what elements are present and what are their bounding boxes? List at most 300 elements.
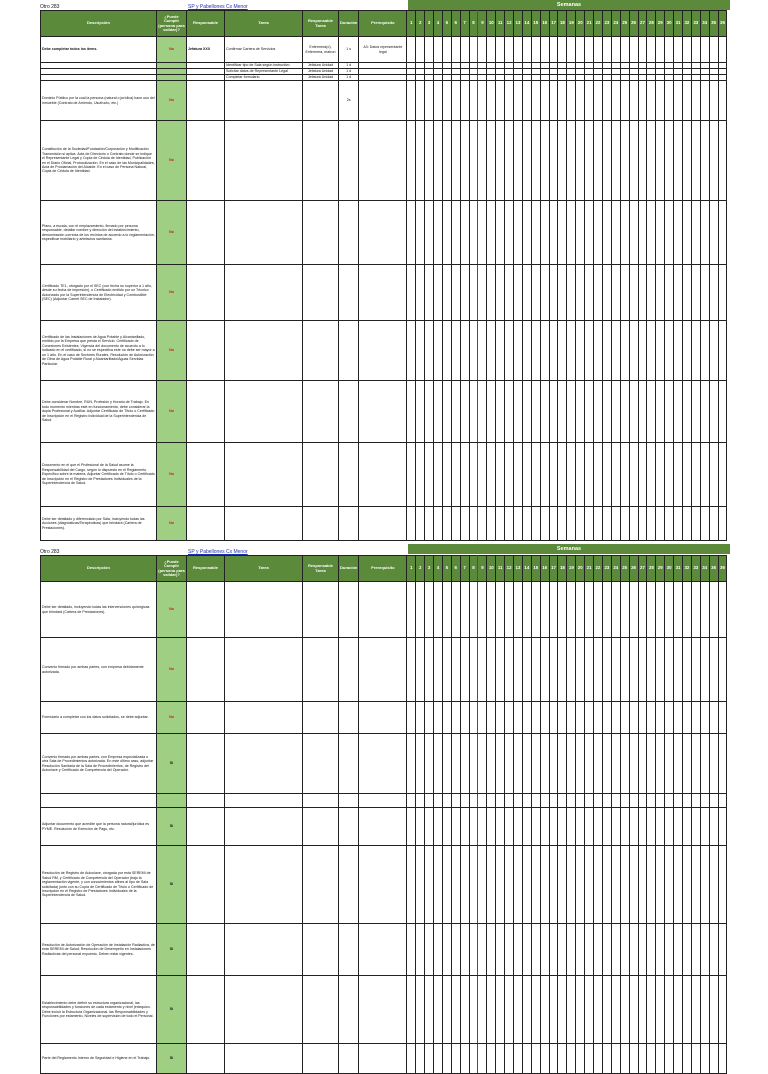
- week-cell[interactable]: [602, 976, 611, 1044]
- week-cell[interactable]: [638, 638, 647, 702]
- week-cell[interactable]: [567, 443, 576, 507]
- week-cell[interactable]: [460, 121, 469, 201]
- week-cell[interactable]: [709, 201, 718, 265]
- week-cell[interactable]: [629, 381, 638, 443]
- week-cell[interactable]: [638, 976, 647, 1044]
- week-cell[interactable]: [442, 582, 451, 638]
- week-cell[interactable]: [514, 734, 523, 794]
- week-cell[interactable]: [682, 702, 691, 734]
- week-cell[interactable]: [576, 582, 585, 638]
- week-cell[interactable]: [576, 808, 585, 846]
- week-cell[interactable]: [407, 121, 416, 201]
- project-link-page-2[interactable]: SP y Pabellones Cx Menor: [188, 549, 248, 555]
- week-cell[interactable]: [478, 846, 487, 924]
- week-cell[interactable]: [620, 37, 629, 63]
- week-cell[interactable]: [585, 443, 594, 507]
- can-comply-cell[interactable]: Si: [157, 1044, 187, 1074]
- week-cell[interactable]: [407, 794, 416, 808]
- week-cell[interactable]: [531, 734, 540, 794]
- week-cell[interactable]: [567, 81, 576, 121]
- week-cell[interactable]: [700, 976, 709, 1044]
- prerequisite-cell[interactable]: [359, 121, 407, 201]
- week-cell[interactable]: [531, 582, 540, 638]
- week-cell[interactable]: [496, 81, 505, 121]
- week-cell[interactable]: [478, 321, 487, 381]
- week-cell[interactable]: [691, 638, 700, 702]
- task-responsible-cell[interactable]: [303, 321, 339, 381]
- week-cell[interactable]: [478, 1044, 487, 1074]
- task-cell[interactable]: [225, 81, 303, 121]
- week-cell[interactable]: [407, 443, 416, 507]
- week-cell[interactable]: [691, 924, 700, 976]
- week-cell[interactable]: [674, 201, 683, 265]
- week-cell[interactable]: [531, 201, 540, 265]
- week-cell[interactable]: [585, 702, 594, 734]
- week-cell[interactable]: [434, 734, 443, 794]
- week-cell[interactable]: [629, 37, 638, 63]
- week-cell[interactable]: [611, 321, 620, 381]
- week-cell[interactable]: [682, 582, 691, 638]
- week-cell[interactable]: [558, 121, 567, 201]
- week-cell[interactable]: [620, 702, 629, 734]
- responsible-cell[interactable]: [187, 976, 225, 1044]
- week-cell[interactable]: [451, 808, 460, 846]
- week-cell[interactable]: [522, 846, 531, 924]
- week-cell[interactable]: [558, 582, 567, 638]
- week-cell[interactable]: [531, 794, 540, 808]
- prerequisite-cell[interactable]: [359, 808, 407, 846]
- week-cell[interactable]: [638, 201, 647, 265]
- week-cell[interactable]: [460, 808, 469, 846]
- week-cell[interactable]: [469, 734, 478, 794]
- week-cell[interactable]: [576, 1044, 585, 1074]
- week-cell[interactable]: [558, 808, 567, 846]
- task-cell[interactable]: [225, 121, 303, 201]
- week-cell[interactable]: [487, 507, 496, 541]
- week-cell[interactable]: [469, 443, 478, 507]
- week-cell[interactable]: [416, 265, 425, 321]
- week-cell[interactable]: [505, 507, 514, 541]
- week-cell[interactable]: [700, 702, 709, 734]
- week-cell[interactable]: [576, 265, 585, 321]
- week-cell[interactable]: [647, 507, 656, 541]
- can-comply-cell[interactable]: Si: [157, 808, 187, 846]
- week-cell[interactable]: [460, 37, 469, 63]
- week-cell[interactable]: [460, 582, 469, 638]
- week-cell[interactable]: [611, 265, 620, 321]
- week-cell[interactable]: [549, 734, 558, 794]
- week-cell[interactable]: [602, 81, 611, 121]
- week-cell[interactable]: [496, 507, 505, 541]
- week-cell[interactable]: [425, 976, 434, 1044]
- week-cell[interactable]: [567, 507, 576, 541]
- week-cell[interactable]: [434, 638, 443, 702]
- week-cell[interactable]: [674, 702, 683, 734]
- week-cell[interactable]: [629, 507, 638, 541]
- responsible-cell[interactable]: [187, 924, 225, 976]
- week-cell[interactable]: [505, 381, 514, 443]
- week-cell[interactable]: [709, 846, 718, 924]
- prerequisite-cell[interactable]: [359, 321, 407, 381]
- prerequisite-cell[interactable]: [359, 81, 407, 121]
- week-cell[interactable]: [594, 794, 603, 808]
- week-cell[interactable]: [496, 808, 505, 846]
- can-comply-cell[interactable]: No: [157, 638, 187, 702]
- week-cell[interactable]: [656, 37, 665, 63]
- week-cell[interactable]: [514, 808, 523, 846]
- week-cell[interactable]: [647, 924, 656, 976]
- week-cell[interactable]: [718, 808, 727, 846]
- week-cell[interactable]: [629, 808, 638, 846]
- week-cell[interactable]: [594, 321, 603, 381]
- task-responsible-cell[interactable]: Jefatura Unidad: [303, 63, 339, 69]
- week-cell[interactable]: [665, 702, 674, 734]
- week-cell[interactable]: [487, 924, 496, 976]
- week-cell[interactable]: [469, 976, 478, 1044]
- week-cell[interactable]: [602, 507, 611, 541]
- week-cell[interactable]: [682, 638, 691, 702]
- week-cell[interactable]: [567, 37, 576, 63]
- week-cell[interactable]: [460, 846, 469, 924]
- responsible-cell[interactable]: [187, 381, 225, 443]
- week-cell[interactable]: [407, 1044, 416, 1074]
- task-responsible-cell[interactable]: [303, 201, 339, 265]
- week-cell[interactable]: [629, 321, 638, 381]
- week-cell[interactable]: [638, 381, 647, 443]
- week-cell[interactable]: [629, 1044, 638, 1074]
- week-cell[interactable]: [522, 924, 531, 976]
- responsible-cell[interactable]: Jefatura XXX: [187, 37, 225, 63]
- week-cell[interactable]: [549, 1044, 558, 1074]
- week-cell[interactable]: [505, 265, 514, 321]
- responsible-cell[interactable]: [187, 265, 225, 321]
- week-cell[interactable]: [647, 265, 656, 321]
- week-cell[interactable]: [594, 808, 603, 846]
- task-cell[interactable]: [225, 443, 303, 507]
- week-cell[interactable]: [674, 443, 683, 507]
- week-cell[interactable]: [442, 507, 451, 541]
- week-cell[interactable]: [718, 507, 727, 541]
- prerequisite-cell[interactable]: [359, 924, 407, 976]
- week-cell[interactable]: [656, 121, 665, 201]
- week-cell[interactable]: [647, 81, 656, 121]
- week-cell[interactable]: [629, 265, 638, 321]
- week-cell[interactable]: [691, 201, 700, 265]
- week-cell[interactable]: [451, 734, 460, 794]
- week-cell[interactable]: [558, 924, 567, 976]
- week-cell[interactable]: [540, 443, 549, 507]
- week-cell[interactable]: [425, 808, 434, 846]
- week-cell[interactable]: [425, 846, 434, 924]
- week-cell[interactable]: [674, 924, 683, 976]
- week-cell[interactable]: [594, 1044, 603, 1074]
- week-cell[interactable]: [700, 381, 709, 443]
- week-cell[interactable]: [540, 976, 549, 1044]
- week-cell[interactable]: [656, 924, 665, 976]
- week-cell[interactable]: [691, 443, 700, 507]
- week-cell[interactable]: [674, 121, 683, 201]
- week-cell[interactable]: [602, 381, 611, 443]
- week-cell[interactable]: [647, 381, 656, 443]
- week-cell[interactable]: [407, 37, 416, 63]
- week-cell[interactable]: [514, 702, 523, 734]
- week-cell[interactable]: [531, 638, 540, 702]
- duration-cell[interactable]: [339, 924, 359, 976]
- week-cell[interactable]: [567, 638, 576, 702]
- week-cell[interactable]: [442, 638, 451, 702]
- week-cell[interactable]: [451, 381, 460, 443]
- week-cell[interactable]: [558, 734, 567, 794]
- week-cell[interactable]: [540, 638, 549, 702]
- can-comply-cell[interactable]: Si: [157, 924, 187, 976]
- week-cell[interactable]: [451, 265, 460, 321]
- duration-cell[interactable]: 2s: [339, 81, 359, 121]
- responsible-cell[interactable]: [187, 121, 225, 201]
- week-cell[interactable]: [602, 794, 611, 808]
- week-cell[interactable]: [469, 846, 478, 924]
- week-cell[interactable]: [576, 81, 585, 121]
- week-cell[interactable]: [505, 976, 514, 1044]
- week-cell[interactable]: [540, 321, 549, 381]
- week-cell[interactable]: [496, 582, 505, 638]
- week-cell[interactable]: [487, 976, 496, 1044]
- week-cell[interactable]: [576, 702, 585, 734]
- week-cell[interactable]: [451, 443, 460, 507]
- week-cell[interactable]: [709, 794, 718, 808]
- task-cell[interactable]: [225, 265, 303, 321]
- week-cell[interactable]: [656, 582, 665, 638]
- week-cell[interactable]: [638, 121, 647, 201]
- week-cell[interactable]: [629, 121, 638, 201]
- week-cell[interactable]: [434, 846, 443, 924]
- task-responsible-cell[interactable]: [303, 794, 339, 808]
- week-cell[interactable]: [540, 1044, 549, 1074]
- week-cell[interactable]: [540, 201, 549, 265]
- week-cell[interactable]: [434, 81, 443, 121]
- week-cell[interactable]: [540, 507, 549, 541]
- week-cell[interactable]: [469, 924, 478, 976]
- week-cell[interactable]: [585, 121, 594, 201]
- week-cell[interactable]: [549, 121, 558, 201]
- week-cell[interactable]: [496, 37, 505, 63]
- task-responsible-cell[interactable]: [303, 702, 339, 734]
- week-cell[interactable]: [425, 265, 434, 321]
- week-cell[interactable]: [416, 976, 425, 1044]
- week-cell[interactable]: [416, 381, 425, 443]
- week-cell[interactable]: [638, 734, 647, 794]
- week-cell[interactable]: [487, 582, 496, 638]
- duration-cell[interactable]: [339, 507, 359, 541]
- week-cell[interactable]: [585, 1044, 594, 1074]
- week-cell[interactable]: [487, 265, 496, 321]
- week-cell[interactable]: [425, 507, 434, 541]
- week-cell[interactable]: [620, 81, 629, 121]
- week-cell[interactable]: [691, 1044, 700, 1074]
- prerequisite-cell[interactable]: A3: Datos representante legal: [359, 37, 407, 63]
- prerequisite-cell[interactable]: [359, 702, 407, 734]
- week-cell[interactable]: [531, 381, 540, 443]
- week-cell[interactable]: [567, 808, 576, 846]
- week-cell[interactable]: [407, 321, 416, 381]
- week-cell[interactable]: [674, 846, 683, 924]
- week-cell[interactable]: [442, 976, 451, 1044]
- week-cell[interactable]: [656, 443, 665, 507]
- week-cell[interactable]: [718, 734, 727, 794]
- can-comply-cell[interactable]: No: [157, 201, 187, 265]
- week-cell[interactable]: [629, 924, 638, 976]
- week-cell[interactable]: [691, 321, 700, 381]
- week-cell[interactable]: [674, 37, 683, 63]
- week-cell[interactable]: [549, 846, 558, 924]
- week-cell[interactable]: [656, 808, 665, 846]
- week-cell[interactable]: [611, 924, 620, 976]
- week-cell[interactable]: [442, 808, 451, 846]
- week-cell[interactable]: [718, 81, 727, 121]
- week-cell[interactable]: [425, 81, 434, 121]
- week-cell[interactable]: [514, 37, 523, 63]
- week-cell[interactable]: [602, 1044, 611, 1074]
- week-cell[interactable]: [522, 381, 531, 443]
- week-cell[interactable]: [682, 81, 691, 121]
- week-cell[interactable]: [434, 443, 443, 507]
- week-cell[interactable]: [647, 321, 656, 381]
- prerequisite-cell[interactable]: [359, 638, 407, 702]
- week-cell[interactable]: [460, 201, 469, 265]
- week-cell[interactable]: [451, 846, 460, 924]
- week-cell[interactable]: [416, 321, 425, 381]
- week-cell[interactable]: [522, 321, 531, 381]
- week-cell[interactable]: [469, 121, 478, 201]
- prerequisite-cell[interactable]: [359, 443, 407, 507]
- prerequisite-cell[interactable]: [359, 976, 407, 1044]
- week-cell[interactable]: [576, 924, 585, 976]
- week-cell[interactable]: [674, 381, 683, 443]
- week-cell[interactable]: [558, 81, 567, 121]
- week-cell[interactable]: [602, 443, 611, 507]
- week-cell[interactable]: [594, 734, 603, 794]
- week-cell[interactable]: [478, 443, 487, 507]
- week-cell[interactable]: [638, 321, 647, 381]
- week-cell[interactable]: [460, 638, 469, 702]
- week-cell[interactable]: [514, 265, 523, 321]
- week-cell[interactable]: [620, 638, 629, 702]
- week-cell[interactable]: [469, 507, 478, 541]
- task-responsible-cell[interactable]: Enfermera(o), Enfermera, matron: [303, 37, 339, 63]
- week-cell[interactable]: [442, 81, 451, 121]
- week-cell[interactable]: [700, 808, 709, 846]
- week-cell[interactable]: [567, 582, 576, 638]
- week-cell[interactable]: [425, 1044, 434, 1074]
- week-cell[interactable]: [594, 924, 603, 976]
- week-cell[interactable]: [576, 507, 585, 541]
- week-cell[interactable]: [674, 638, 683, 702]
- week-cell[interactable]: [594, 846, 603, 924]
- week-cell[interactable]: [718, 846, 727, 924]
- week-cell[interactable]: [514, 121, 523, 201]
- week-cell[interactable]: [638, 582, 647, 638]
- week-cell[interactable]: [602, 924, 611, 976]
- week-cell[interactable]: [531, 808, 540, 846]
- week-cell[interactable]: [531, 321, 540, 381]
- week-cell[interactable]: [531, 121, 540, 201]
- week-cell[interactable]: [709, 81, 718, 121]
- week-cell[interactable]: [469, 265, 478, 321]
- week-cell[interactable]: [585, 808, 594, 846]
- week-cell[interactable]: [407, 702, 416, 734]
- week-cell[interactable]: [682, 265, 691, 321]
- week-cell[interactable]: [665, 507, 674, 541]
- week-cell[interactable]: [416, 443, 425, 507]
- responsible-cell[interactable]: [187, 794, 225, 808]
- week-cell[interactable]: [629, 201, 638, 265]
- week-cell[interactable]: [549, 976, 558, 1044]
- week-cell[interactable]: [469, 321, 478, 381]
- task-responsible-cell[interactable]: [303, 924, 339, 976]
- week-cell[interactable]: [656, 702, 665, 734]
- week-cell[interactable]: [602, 808, 611, 846]
- week-cell[interactable]: [674, 734, 683, 794]
- week-cell[interactable]: [665, 81, 674, 121]
- week-cell[interactable]: [665, 582, 674, 638]
- week-cell[interactable]: [442, 1044, 451, 1074]
- week-cell[interactable]: [718, 1044, 727, 1074]
- week-cell[interactable]: [576, 638, 585, 702]
- week-cell[interactable]: [487, 794, 496, 808]
- week-cell[interactable]: [656, 638, 665, 702]
- week-cell[interactable]: [505, 846, 514, 924]
- week-cell[interactable]: [691, 381, 700, 443]
- week-cell[interactable]: [514, 443, 523, 507]
- week-cell[interactable]: [451, 582, 460, 638]
- week-cell[interactable]: [487, 443, 496, 507]
- week-cell[interactable]: [629, 582, 638, 638]
- duration-cell[interactable]: [339, 638, 359, 702]
- week-cell[interactable]: [451, 81, 460, 121]
- task-responsible-cell[interactable]: [303, 734, 339, 794]
- week-cell[interactable]: [407, 976, 416, 1044]
- week-cell[interactable]: [469, 808, 478, 846]
- week-cell[interactable]: [674, 321, 683, 381]
- week-cell[interactable]: [585, 321, 594, 381]
- week-cell[interactable]: [478, 507, 487, 541]
- week-cell[interactable]: [451, 638, 460, 702]
- week-cell[interactable]: [416, 808, 425, 846]
- week-cell[interactable]: [674, 976, 683, 1044]
- week-cell[interactable]: [478, 808, 487, 846]
- week-cell[interactable]: [478, 638, 487, 702]
- can-comply-cell[interactable]: Si: [157, 976, 187, 1044]
- week-cell[interactable]: [425, 121, 434, 201]
- responsible-cell[interactable]: [187, 702, 225, 734]
- can-comply-cell[interactable]: No: [157, 702, 187, 734]
- week-cell[interactable]: [558, 507, 567, 541]
- week-cell[interactable]: [611, 808, 620, 846]
- week-cell[interactable]: [469, 37, 478, 63]
- week-cell[interactable]: [460, 924, 469, 976]
- week-cell[interactable]: [656, 381, 665, 443]
- week-cell[interactable]: [665, 121, 674, 201]
- week-cell[interactable]: [638, 443, 647, 507]
- week-cell[interactable]: [451, 201, 460, 265]
- week-cell[interactable]: [487, 808, 496, 846]
- week-cell[interactable]: [549, 794, 558, 808]
- week-cell[interactable]: [674, 808, 683, 846]
- week-cell[interactable]: [647, 121, 656, 201]
- can-comply-cell[interactable]: No: [157, 443, 187, 507]
- week-cell[interactable]: [442, 265, 451, 321]
- responsible-cell[interactable]: [187, 846, 225, 924]
- week-cell[interactable]: [594, 37, 603, 63]
